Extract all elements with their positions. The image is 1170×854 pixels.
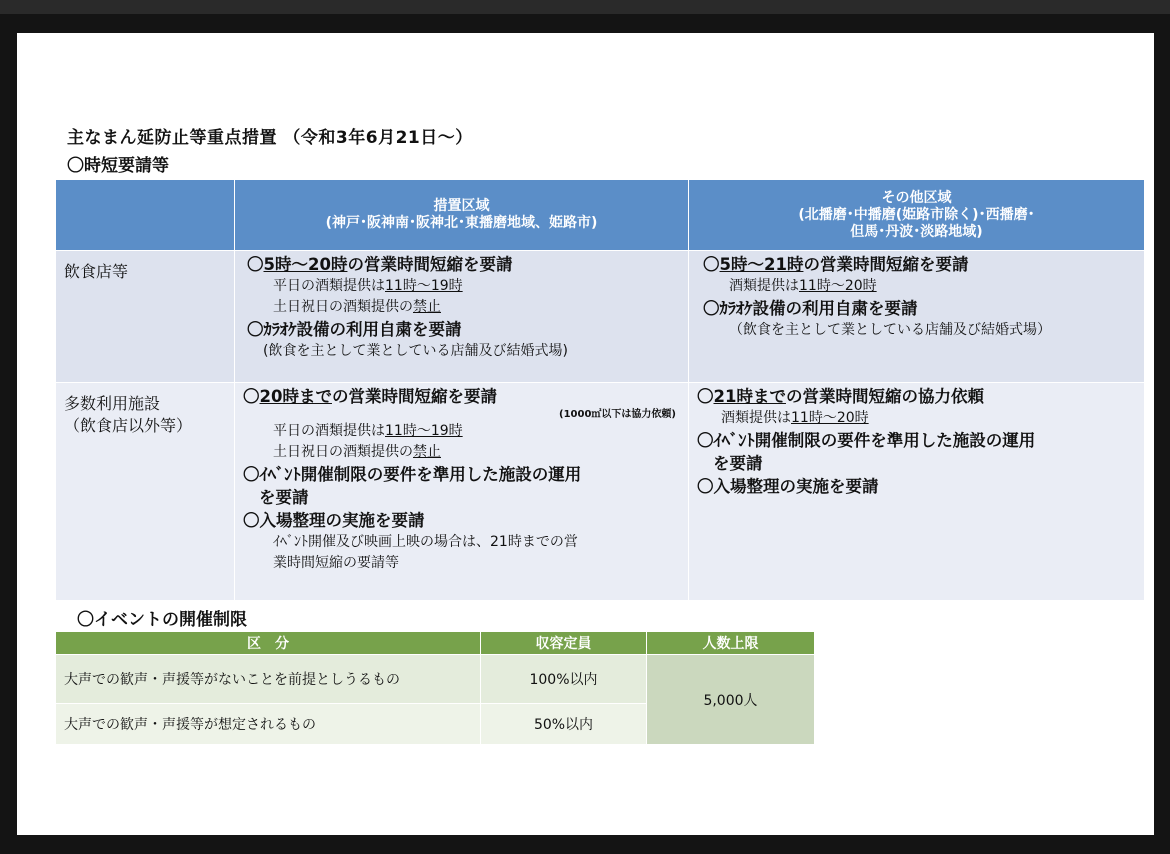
restaurants-measure-area: 〇5時～20時の営業時間短縮を要請 平日の酒類提供は11時～19時 土日祝日の酒類提供の禁止 〇ｶﾗｵｹ設備の利用自粛を要請 (飲食を主として業としている店舗及び結婚式場) xyxy=(235,251,689,383)
window-top-bar xyxy=(0,0,1170,14)
event-header-row xyxy=(56,632,815,655)
event-capacity: 100%以内 xyxy=(481,655,647,704)
measures-header-row xyxy=(56,180,1145,251)
row-label-restaurants: 飲食店等 xyxy=(56,251,235,383)
event-limit: 5,000人 xyxy=(647,655,815,745)
measures-table xyxy=(55,179,1145,601)
slide xyxy=(17,33,1154,835)
header-limit: 人数上限 xyxy=(647,632,815,655)
section-title-event-restrictions: 〇イベントの開催制限 xyxy=(77,610,247,630)
event-capacity: 50%以内 xyxy=(481,704,647,745)
facilities-measure-area: 〇20時までの営業時間短縮を要請 (1000㎡以下は協力依頼) 平日の酒類提供は11時～19時 土日祝日の酒類提供の禁止 〇ｲﾍﾞﾝﾄ開催制限の要件を準用した施設の運用 を要請 〇入場整理の実施を要請 ｲﾍﾞﾝﾄ開催及び映画上映の場合は、21時までの営 業時間短縮の要請等 xyxy=(235,383,689,601)
event-limits-table xyxy=(55,631,815,745)
row-label-facilities: 多数利用施設 （飲食店以外等） xyxy=(56,383,235,601)
restaurants-other-area: 〇5時～21時の営業時間短縮を要請 酒類提供は11時～20時 〇ｶﾗｵｹ設備の利用自粛を要請 （飲食を主として業としている店舗及び結婚式場） xyxy=(689,251,1145,383)
header-empty xyxy=(56,180,235,251)
table-row-restaurants xyxy=(56,251,1145,383)
header-other-area: その他区域 (北播磨･中播磨(姫路市除く)･西播磨･ 但馬･丹波･淡路地域) xyxy=(689,180,1145,251)
header-measure-area: 措置区域 (神戸･阪神南･阪神北･東播磨地域、姫路市) xyxy=(235,180,689,251)
facilities-other-area: 〇21時までの営業時間短縮の協力依頼 酒類提供は11時～20時 〇ｲﾍﾞﾝﾄ開催制限の要件を準用した施設の運用 を要請 〇入場整理の実施を要請 xyxy=(689,383,1145,601)
page-title: 主なまん延防止等重点措置 （令和3年6月21日～） xyxy=(67,128,473,148)
event-category: 大声での歓声・声援等がないことを前提としうるもの xyxy=(56,655,481,704)
table-row xyxy=(56,655,815,704)
event-category: 大声での歓声・声援等が想定されるもの xyxy=(56,704,481,745)
table-row-facilities xyxy=(56,383,1145,601)
header-category: 区 分 xyxy=(56,632,481,655)
header-capacity: 収容定員 xyxy=(481,632,647,655)
section-title-time-restriction: 〇時短要請等 xyxy=(67,156,169,176)
